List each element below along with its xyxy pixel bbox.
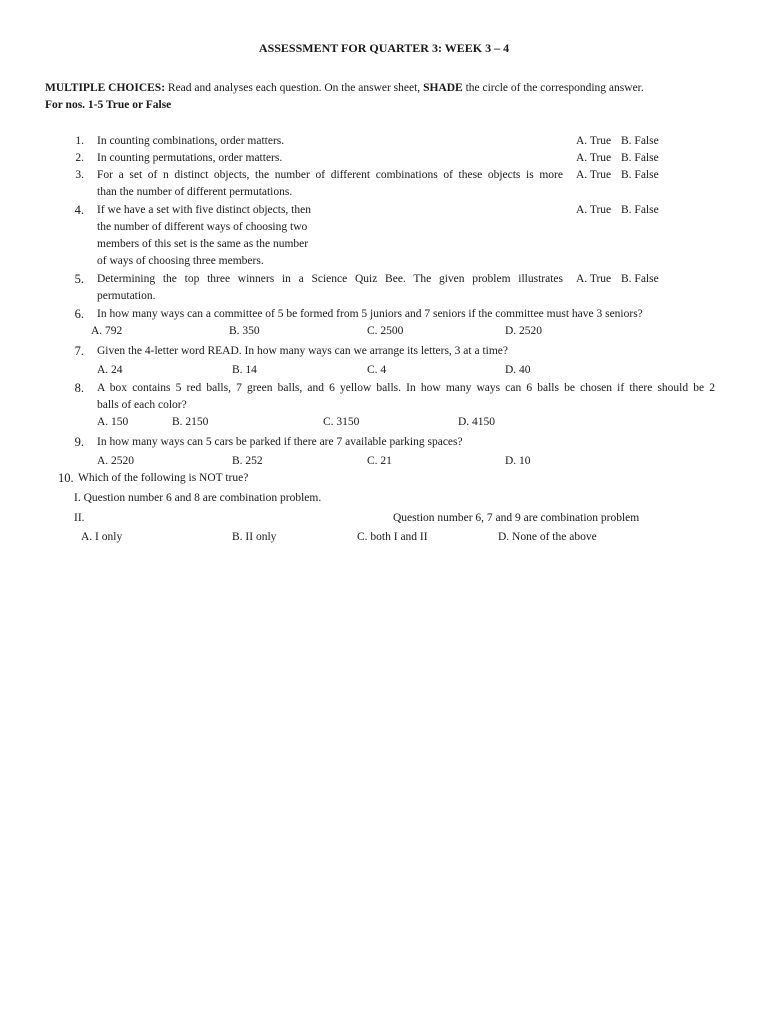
answer-choice: B. 14 <box>232 364 257 376</box>
answer-choice: D. 2520 <box>505 325 543 337</box>
question-text-line: of ways of choosing three members. <box>97 255 264 267</box>
answer-choice: B. 350 <box>229 325 260 337</box>
answer-choice: B. 2150 <box>172 416 209 428</box>
answer-choice: D. 40 <box>505 364 531 376</box>
question-text: Which of the following is NOT true? <box>78 472 249 484</box>
statement: Question number 6, 7 and 9 are combination problem <box>393 512 640 524</box>
question-number: 10. <box>58 471 74 485</box>
answer-choice: C. 2500 <box>367 325 404 337</box>
tf-choice-a: A. True <box>576 152 612 164</box>
tf-choice-a: A. True <box>576 135 612 147</box>
answer-choice: C. 3150 <box>323 416 360 428</box>
answer-choice: A. 792 <box>91 325 123 337</box>
question-text: Given the 4-letter word READ. In how many ways can we arrange its letters, 3 at a time? <box>97 345 508 357</box>
instructions-text-1: Read and analyses each question. On the answer sheet, <box>165 82 424 94</box>
answer-choice: A. 2520 <box>97 455 135 467</box>
question-number: 1. <box>75 135 84 147</box>
answer-choice: D. 4150 <box>458 416 496 428</box>
page-title: ASSESSMENT FOR QUARTER 3: WEEK 3 – 4 <box>258 41 510 55</box>
tf-choice-b: B. False <box>621 135 659 147</box>
instructions-shade: SHADE <box>423 82 463 94</box>
question-text: In how many ways can a committee of 5 be formed from 5 juniors and 7 seniors if the committee must have 3 seniors? <box>97 308 643 320</box>
question-number: 3. <box>75 169 84 181</box>
question-text-line: A box contains 5 red balls, 7 green balls, and 6 yellow balls. In how many ways can 6 balls be chosen if there should be 2 <box>97 382 715 394</box>
question-text-line: members of this set is the same as the number <box>97 238 309 250</box>
answer-choice: A. 24 <box>97 364 123 376</box>
question-text: In counting combinations, order matters. <box>97 135 285 147</box>
question-text: In counting permutations, order matters. <box>97 152 283 164</box>
tf-choice-b: B. False <box>621 273 659 285</box>
question-number: 4. <box>74 203 84 217</box>
tf-header: For nos. 1-5 True or False <box>45 99 172 111</box>
question-text-line: balls of each color? <box>97 399 187 411</box>
statement-number: II. <box>74 512 85 524</box>
tf-choice-b: B. False <box>621 152 659 164</box>
instructions-text-2: the circle of the corresponding answer. <box>462 82 644 94</box>
tf-choice-b: B. False <box>621 169 659 181</box>
answer-choice: C. both I and II <box>357 531 428 543</box>
answer-choice: B. II only <box>232 531 277 543</box>
answer-choice: A. 150 <box>97 416 129 428</box>
instructions <box>45 81 644 96</box>
statement: I. Question number 6 and 8 are combination problem. <box>74 492 322 504</box>
question-text-line: For a set of n distinct objects, the number of different combinations of these objects is more <box>97 169 563 181</box>
question-text-line: permutation. <box>97 290 156 302</box>
answer-choice: C. 21 <box>367 455 392 467</box>
question-text-line: Determining the top three winners in a Science Quiz Bee. The given problem illustrates <box>97 273 563 285</box>
tf-choice-a: A. True <box>576 273 612 285</box>
question-number: 7. <box>74 344 84 358</box>
tf-choice-b: B. False <box>621 204 659 216</box>
question-number: 5. <box>74 272 84 286</box>
answer-choice: D. 10 <box>505 455 531 467</box>
instructions-label: MULTIPLE CHOICES: <box>45 82 166 94</box>
question-number: 6. <box>74 307 84 321</box>
question-text-line: the number of different ways of choosing two <box>97 221 308 233</box>
answer-choice: B. 252 <box>232 455 263 467</box>
answer-choice: C. 4 <box>367 364 387 376</box>
question-text-line: than the number of different permutations. <box>97 186 293 198</box>
question-text-line: If we have a set with five distinct objects, then <box>97 204 311 216</box>
question-number: 8. <box>74 381 84 395</box>
answer-choice: D. None of the above <box>498 531 597 543</box>
tf-choice-a: A. True <box>576 169 612 181</box>
question-number: 9. <box>74 435 84 449</box>
question-text: In how many ways can 5 cars be parked if there are 7 available parking spaces? <box>97 436 463 448</box>
question-number: 2. <box>75 152 84 164</box>
tf-choice-a: A. True <box>576 204 612 216</box>
answer-choice: A. I only <box>81 531 123 543</box>
